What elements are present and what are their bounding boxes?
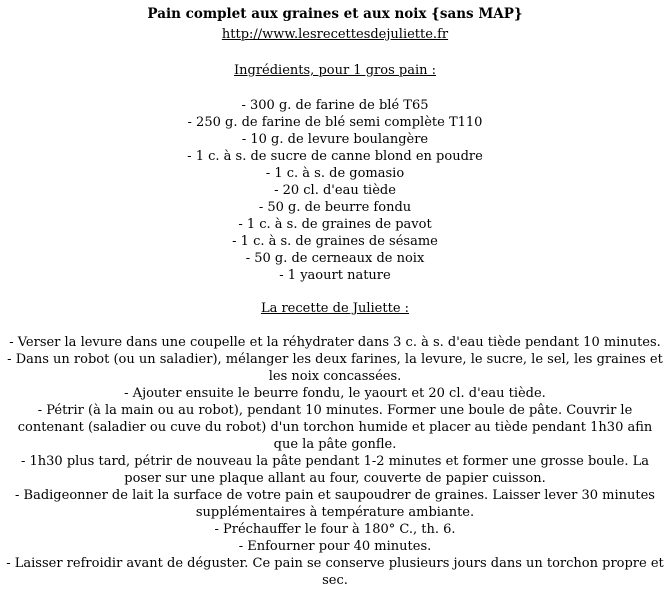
recipe-step: - Pétrir (à la main ou au robot), pendant 10 minutes. Former une boule de pâte. Couvrir le contenant (saladier ou cuve du robot) d'un torchon humide et placer au tiède pendant 1h30 afin que la pâte gonfle.: [17, 403, 653, 452]
recipe-steps: [0, 334, 670, 589]
ingredient-item: - 300 g. de farine de blé T65: [241, 98, 429, 113]
recipe-step: - Dans un robot (ou un saladier), mélanger les deux farines, la levure, le sucre, le sel, les graines et les noix concassées.: [7, 352, 663, 384]
ingredient-item: - 1 c. à s. de graines de pavot: [238, 217, 432, 232]
ingredient-item: - 50 g. de cerneaux de noix: [245, 251, 425, 266]
recipe-step: - Préchauffer le four à 180° C., th. 6.: [214, 522, 456, 537]
recipe-step: - Enfourner pour 40 minutes.: [238, 539, 432, 554]
ingredients-heading: Ingrédients, pour 1 gros pain :: [234, 63, 436, 78]
recipe-title: Pain complet aux graines et aux noix {sans MAP}: [147, 6, 523, 22]
recipe-step: - Verser la levure dans une coupelle et la réhydrater dans 3 c. à s. d'eau tiède pendant 10 minutes.: [9, 335, 661, 350]
website-link[interactable]: http://www.lesrecettesdejuliette.fr: [221, 27, 449, 42]
ingredient-item: - 50 g. de beurre fondu: [258, 200, 412, 215]
ingredient-item: - 1 yaourt nature: [279, 268, 391, 283]
ingredient-item: - 10 g. de levure boulangère: [241, 132, 429, 147]
ingredient-item: - 1 c. à s. de sucre de canne blond en poudre: [187, 149, 483, 164]
recipe-step: - Ajouter ensuite le beurre fondu, le yaourt et 20 cl. d'eau tiède.: [124, 386, 546, 401]
recipe-step: - Badigeonner de lait la surface de votre pain et saupoudrer de graines. Laisser lever 30 minutes supplémentaires à température ambiante.: [15, 488, 655, 520]
recipe-step: - Laisser refroidir avant de déguster. Ce pain se conserve plusieurs jours dans un torchon propre et sec.: [6, 556, 664, 588]
recipe-step: - 1h30 plus tard, pétrir de nouveau la pâte pendant 1-2 minutes et former une grosse boule. La poser sur une plaque allant au four, couverte de papier cuisson.: [20, 454, 649, 486]
ingredient-item: - 20 cl. d'eau tiède: [274, 183, 396, 198]
ingredient-item: - 1 c. à s. de gomasio: [265, 166, 405, 181]
ingredients-list: [0, 97, 670, 284]
ingredient-item: - 1 c. à s. de graines de sésame: [232, 234, 438, 249]
recipe-heading: La recette de Juliette :: [260, 301, 410, 316]
ingredient-item: - 250 g. de farine de blé semi complète T110: [187, 115, 483, 130]
